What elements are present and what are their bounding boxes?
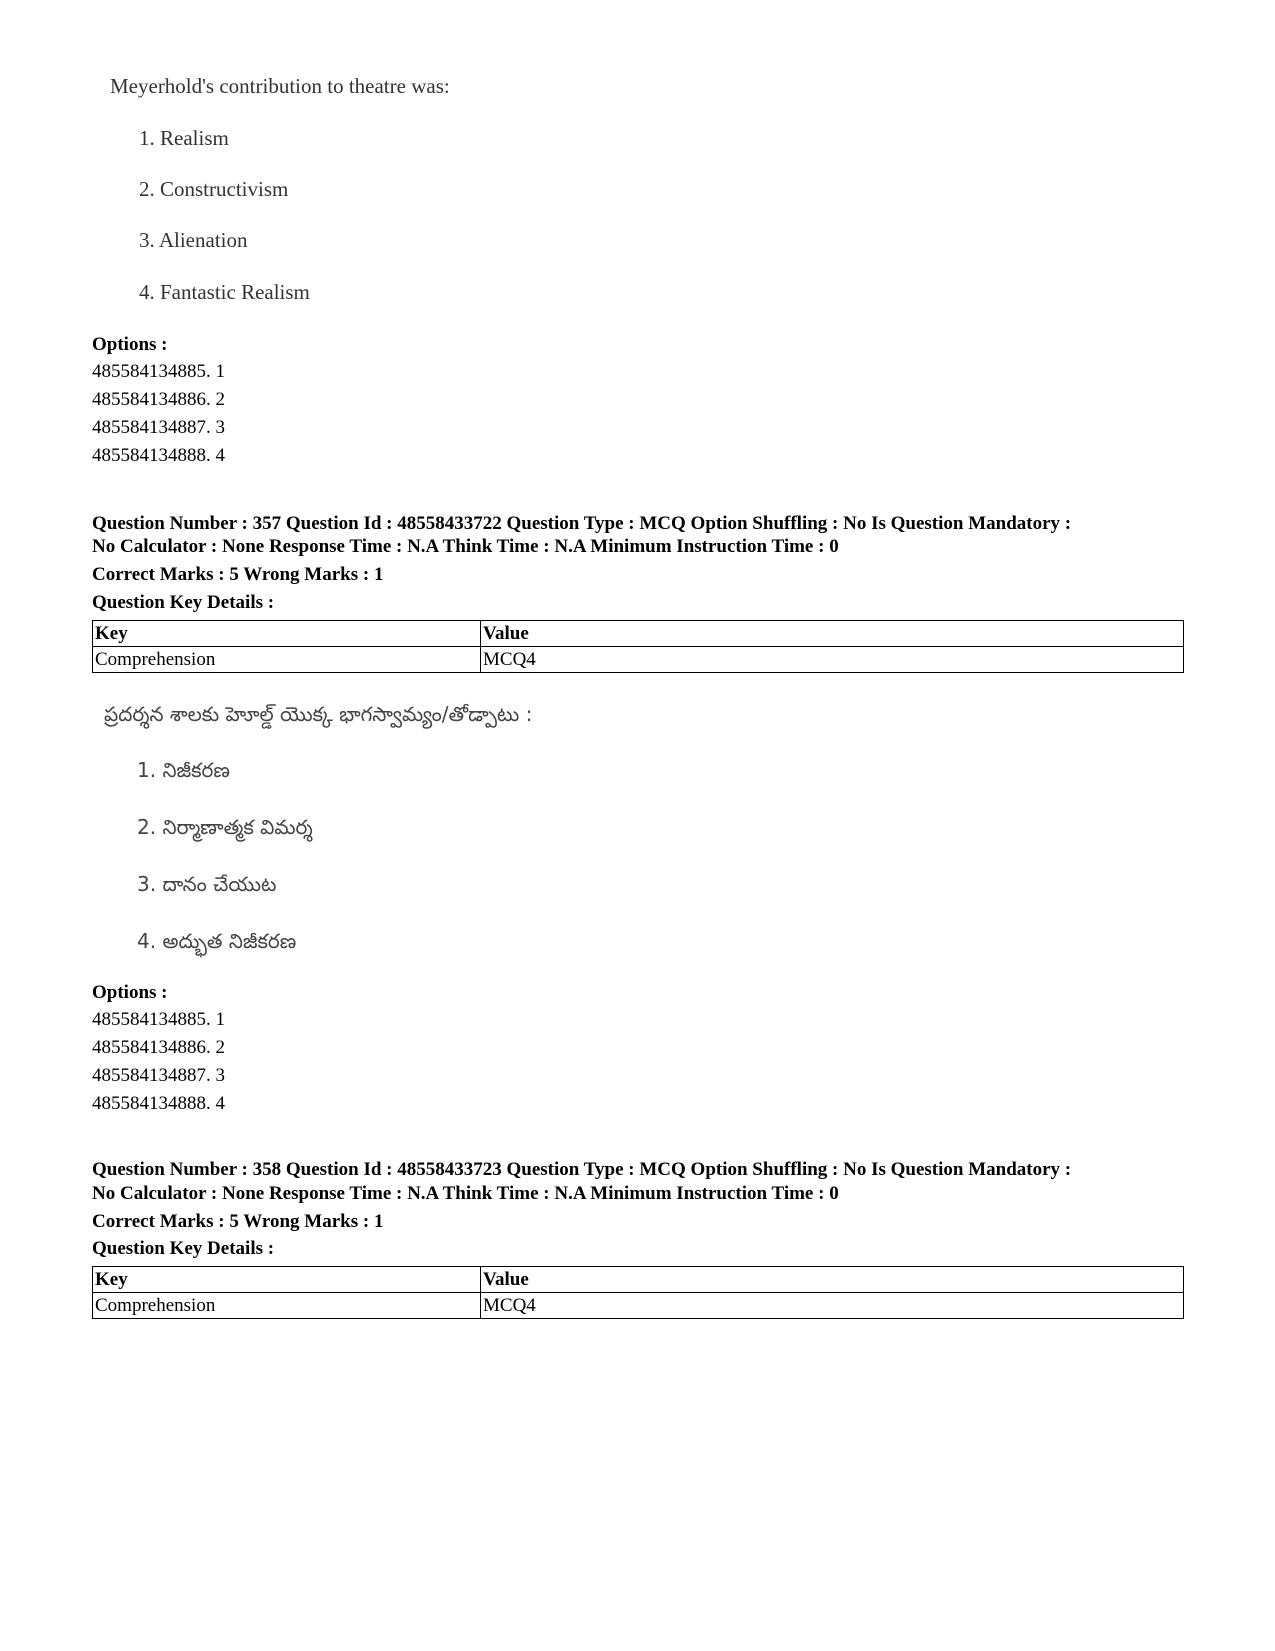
marks-line: Correct Marks : 5 Wrong Marks : 1 (92, 1211, 384, 1232)
table-header-value: Value (481, 621, 1184, 647)
option-row: 485584134888. 4 (92, 445, 225, 466)
question-header-line1: Question Number : 357 Question Id : 48558433722 Question Type : MCQ Option Shuffling : No Is Question Mandatory : (92, 513, 1072, 534)
choice-4: 4. Fantastic Realism (139, 280, 310, 304)
key-details-label: Question Key Details : (92, 1238, 275, 1259)
marks-line: Correct Marks : 5 Wrong Marks : 1 (92, 564, 384, 585)
question-stem: Meyerhold's contribution to theatre was: (110, 74, 450, 98)
key-details-table (92, 620, 1184, 673)
options-label: Options : (92, 334, 168, 355)
table-cell-key: Comprehension (93, 1293, 481, 1319)
options-label: Options : (92, 982, 168, 1003)
option-row: 485584134886. 2 (92, 1037, 225, 1058)
option-row: 485584134887. 3 (92, 417, 225, 438)
option-row: 485584134885. 1 (92, 361, 225, 382)
key-details-label: Question Key Details : (92, 592, 275, 613)
table-cell-value: MCQ4 (481, 647, 1184, 673)
table-header-key: Key (93, 1267, 481, 1293)
choice-1: 1. Realism (139, 126, 229, 150)
option-row: 485584134888. 4 (92, 1093, 225, 1114)
table-cell-key: Comprehension (93, 647, 481, 673)
table-header-key: Key (93, 621, 481, 647)
choice-4: 4. అద్భుత నిజీకరణ (137, 929, 297, 953)
key-details-table (92, 1266, 1184, 1319)
question-stem-telugu: ప్రదర్శన శాలకు హెూల్డ్ యొక్క భాగస్వామ్యం/తోడ్పాటు : (104, 702, 533, 726)
choice-2: 2. నిర్మాణాత్మక విమర్శ (137, 815, 313, 839)
choice-3: 3. దానం చేయుట (137, 872, 277, 896)
option-row: 485584134887. 3 (92, 1065, 225, 1086)
table-header-value: Value (481, 1267, 1184, 1293)
option-row: 485584134886. 2 (92, 389, 225, 410)
choice-1: 1. నిజీకరణ (137, 758, 230, 782)
question-header-line1: Question Number : 358 Question Id : 48558433723 Question Type : MCQ Option Shuffling : No Is Question Mandatory : (92, 1159, 1072, 1180)
option-row: 485584134885. 1 (92, 1009, 225, 1030)
choice-3: 3. Alienation (139, 228, 248, 252)
question-header-line2: No Calculator : None Response Time : N.A Think Time : N.A Minimum Instruction Time : 0 (92, 1183, 839, 1204)
choice-2: 2. Constructivism (139, 177, 289, 201)
table-cell-value: MCQ4 (481, 1293, 1184, 1319)
question-header-line2: No Calculator : None Response Time : N.A Think Time : N.A Minimum Instruction Time : 0 (92, 536, 839, 557)
